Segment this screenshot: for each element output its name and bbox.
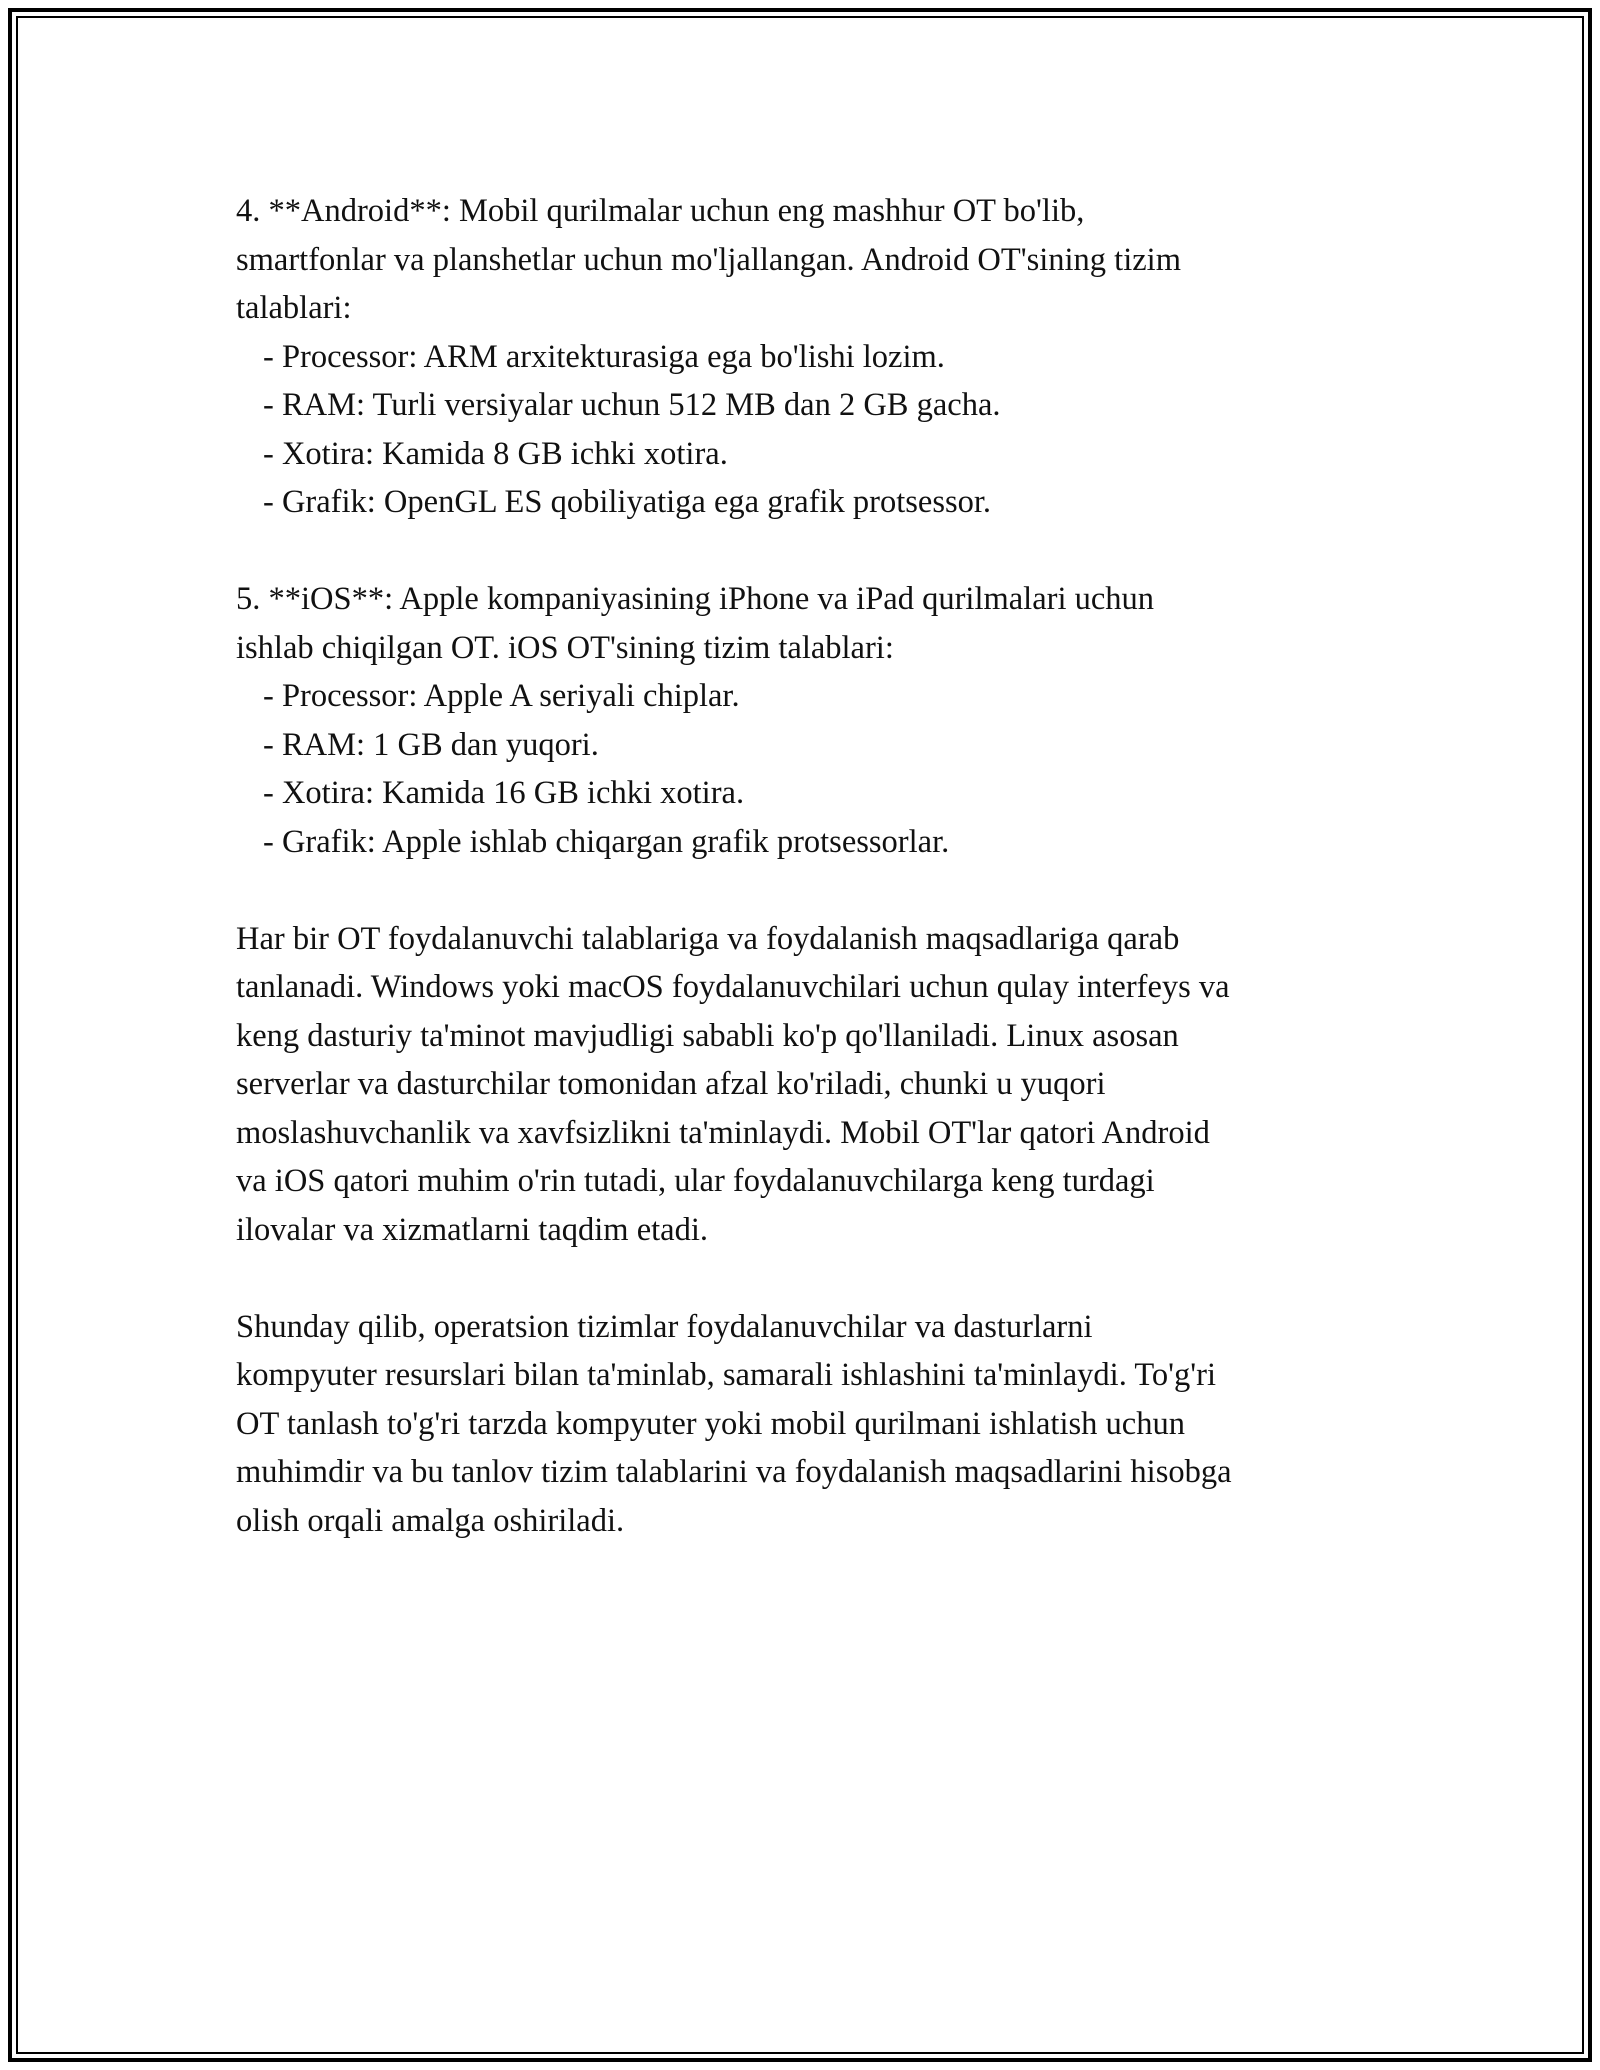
document-body — [236, 187, 1376, 1594]
summary-line: keng dasturiy ta'minot mavjudligi sababli ko'p qo'llaniladi. Linux asosan — [236, 1017, 1179, 1054]
android-requirement-storage: - Xotira: Kamida 8 GB ichki xotira. — [263, 435, 728, 472]
ios-text-line: ishlab chiqilgan OT. iOS OT'sining tizim talablari: — [236, 629, 894, 666]
android-requirement-processor: - Processor: ARM arxitekturasiga ega bo'lishi lozim. — [263, 338, 945, 375]
android-section — [236, 187, 1376, 527]
android-text-line: smartfonlar va planshetlar uchun mo'ljallangan. Android OT'sining tizim — [236, 241, 1181, 278]
android-text-line: talablari: — [236, 290, 352, 326]
summary-line: Har bir OT foydalanuvchi talablariga va foydalanish maqsadlariga qarab — [236, 920, 1180, 957]
summary-line: ilovalar va xizmatlarni taqdim etadi. — [236, 1211, 708, 1248]
summary-line: serverlar va dasturchilar tomonidan afzal ko'riladi, chunki u yuqori — [236, 1066, 1106, 1102]
ios-requirement-graphics: - Grafik: Apple ishlab chiqargan grafik protsessorlar. — [263, 823, 950, 860]
android-requirement-graphics: - Grafik: OpenGL ES qobiliyatiga ega grafik protsessor. — [263, 484, 992, 520]
ios-requirement-processor: - Processor: Apple A seriyali chiplar. — [263, 678, 740, 714]
conclusion-line: muhimdir va bu tanlov tizim talablarini va foydalanish maqsadlarini hisobga — [236, 1454, 1232, 1490]
summary-line: moslashuvchanlik va xavfsizlikni ta'minlaydi. Mobil OT'lar qatori Android — [236, 1114, 1210, 1151]
android-requirement-ram: - RAM: Turli versiyalar uchun 512 MB dan 2 GB gacha. — [263, 387, 1001, 423]
ios-heading-line: 5. **iOS**: Apple kompaniyasining iPhone va iPad qurilmalari uchun — [236, 581, 1155, 617]
conclusion-line: kompyuter resurslari bilan ta'minlab, samarali ishlashini ta'minlaydi. To'g'ri — [236, 1357, 1216, 1393]
conclusion-line: Shunday qilib, operatsion tizimlar foydalanuvchilar va dasturlarni — [236, 1308, 1093, 1345]
conclusion-line: OT tanlash to'g'ri tarzda kompyuter yoki mobil qurilmani ishlatish uchun — [236, 1405, 1185, 1442]
ios-requirement-storage: - Xotira: Kamida 16 GB ichki xotira. — [263, 775, 745, 811]
summary-line: tanlanadi. Windows yoki macOS foydalanuvchilari uchun qulay interfeys va — [236, 969, 1230, 1005]
conclusion-line: olish orqali amalga oshiriladi. — [236, 1502, 625, 1539]
summary-paragraph — [236, 915, 1376, 1255]
ios-requirement-ram: - RAM: 1 GB dan yuqori. — [263, 726, 599, 763]
ios-section — [236, 575, 1376, 866]
summary-line: va iOS qatori muhim o'rin tutadi, ular foydalanuvchilarga keng turdagi — [236, 1163, 1155, 1199]
android-heading-line: 4. **Android**: Mobil qurilmalar uchun eng mashhur OT bo'lib, — [236, 193, 1085, 229]
conclusion-paragraph — [236, 1303, 1376, 1546]
